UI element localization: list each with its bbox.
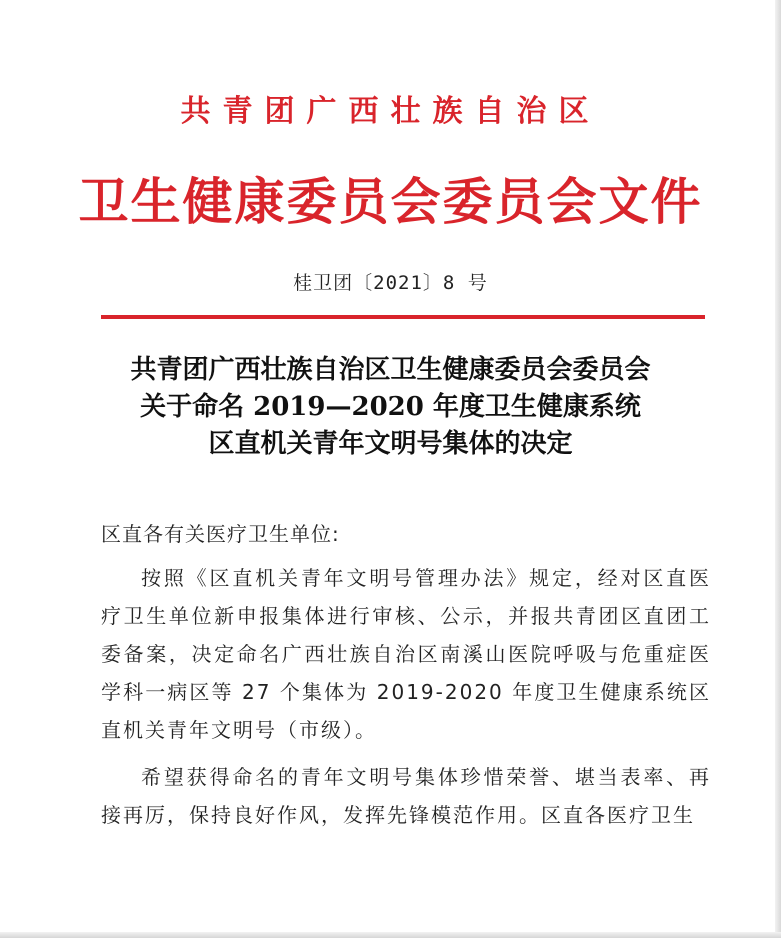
body-paragraph-2: 希望获得命名的青年文明号集体珍惜荣誉、堪当表率、再接再厉，保持良好作风，发挥先锋模范作用。区直各医疗卫生	[101, 765, 711, 827]
title-line-2: 关于命名 2019—2020 年度卫生健康系统	[140, 392, 641, 422]
document-body	[101, 515, 711, 834]
body-paragraph-1: 按照《区直机关青年文明号管理办法》规定，经对区直医疗卫生单位新申报集体进行审核、公示，并报共青团区直团工委备案，决定命名广西壮族自治区南溪山医院呼吸与危重症医学科一病区等 27 个集体为 2019-2020 年度卫生健康系统区直机关青年文明号（市级）。	[101, 566, 711, 742]
document-number: 桂卫团〔2021〕8 号	[293, 272, 488, 294]
issuer-name-line2: 卫生健康委员会委员会文件	[78, 172, 703, 231]
salutation: 区直各有关医疗卫生单位:	[101, 522, 340, 546]
title-line-3: 区直机关青年文明号集体的决定	[208, 429, 573, 459]
title-line-1: 共青团广西壮族自治区卫生健康委员会委员会	[130, 355, 651, 385]
page-edge-bottom	[0, 932, 781, 938]
page-edge-right	[775, 0, 781, 938]
document-title	[0, 352, 781, 463]
red-separator-line	[101, 315, 705, 319]
issuer-name-line1: 共青团广西壮族自治区	[180, 94, 601, 129]
